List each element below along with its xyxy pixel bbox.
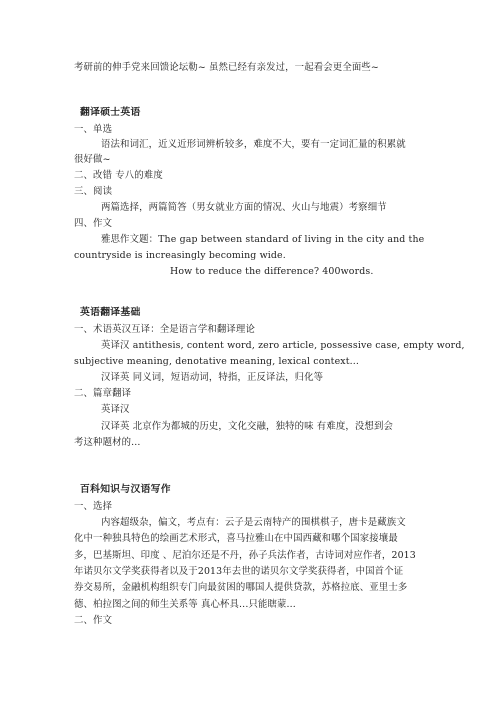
paragraph-line: 汉译英 北京作为都城的历史，文化交融，独特的味 有难度，没想到会 — [101, 421, 394, 432]
section-title: 英语翻译基础 — [80, 307, 141, 318]
paragraph-line: 化中一种独具特色的绘画艺术形式，喜马拉雅山在中国西藏和哪个国家接壤最 — [74, 533, 398, 544]
paragraph-line: 语法和词汇，近义近形词辨析较多，难度不大，要有一定词汇量的积累就 — [101, 139, 406, 150]
list-item: 二、篇章翻译 — [74, 388, 132, 399]
paragraph-line: subjective meaning, denotative meaning, lexical context... — [74, 356, 360, 367]
section-title: 百科知识与汉语写作 — [80, 484, 171, 495]
paragraph-line: 年诺贝尔文学奖获得者以及于2013年去世的诺贝尔文学奖获得者，中国首个证 — [74, 566, 404, 577]
section-title: 翻译硕士英语 — [80, 107, 141, 118]
paragraph-line: 雅思作文题：The gap between standard of living in the city and the — [101, 234, 425, 245]
list-item: 四、作文 — [74, 218, 113, 229]
intro-text: 考研前的伸手党来回馈论坛勒~ 虽然已经有亲发过，一起看会更全面些~ — [74, 62, 379, 73]
paragraph-line: countryside is increasingly becoming wide. — [74, 250, 286, 261]
list-item: 三、阅读 — [74, 186, 113, 197]
paragraph-line: 很好做~ — [74, 154, 111, 165]
paragraph-line: How to reduce the difference? 400words. — [170, 266, 374, 277]
list-item: 二、作文 — [74, 615, 113, 626]
paragraph-line: 券交易所，金融机构组织专门向最贫困的哪国人提供贷款，苏格拉底、亚里士多 — [74, 582, 408, 593]
list-item: 一、单选 — [74, 124, 113, 135]
paragraph-line: 德、柏拉图之间的师生关系等 真心杯具...只能瞎蒙... — [74, 599, 296, 610]
paragraph-line: 多，巴基斯坦、印度 、尼泊尔还是不丹，孙子兵法作者，古诗词对应作者，2013 — [74, 550, 416, 561]
paragraph-line: 英译汉 — [101, 404, 130, 415]
paragraph-line: 英译汉 antithesis, content word, zero article, possessive case, empty word, — [101, 340, 465, 351]
paragraph-line: 两篇选择，两篇简答（男女就业方面的情况、火山与地震）考察细节 — [101, 202, 387, 213]
list-item: 二、改错 专八的难度 — [74, 170, 163, 181]
paragraph-line: 内容超级杂，偏文，考点有：云子是云南特产的围棋棋子，唐卡是藏族文 — [101, 517, 406, 528]
paragraph-line: 汉译英 同义词，短语动词，特指，正反译法，归化等 — [101, 372, 324, 383]
list-item: 一、术语英汉互译：全是语言学和翻译理论 — [74, 324, 255, 335]
paragraph-line: 考这种题材的... — [74, 437, 141, 448]
list-item: 一、选择 — [74, 501, 113, 512]
